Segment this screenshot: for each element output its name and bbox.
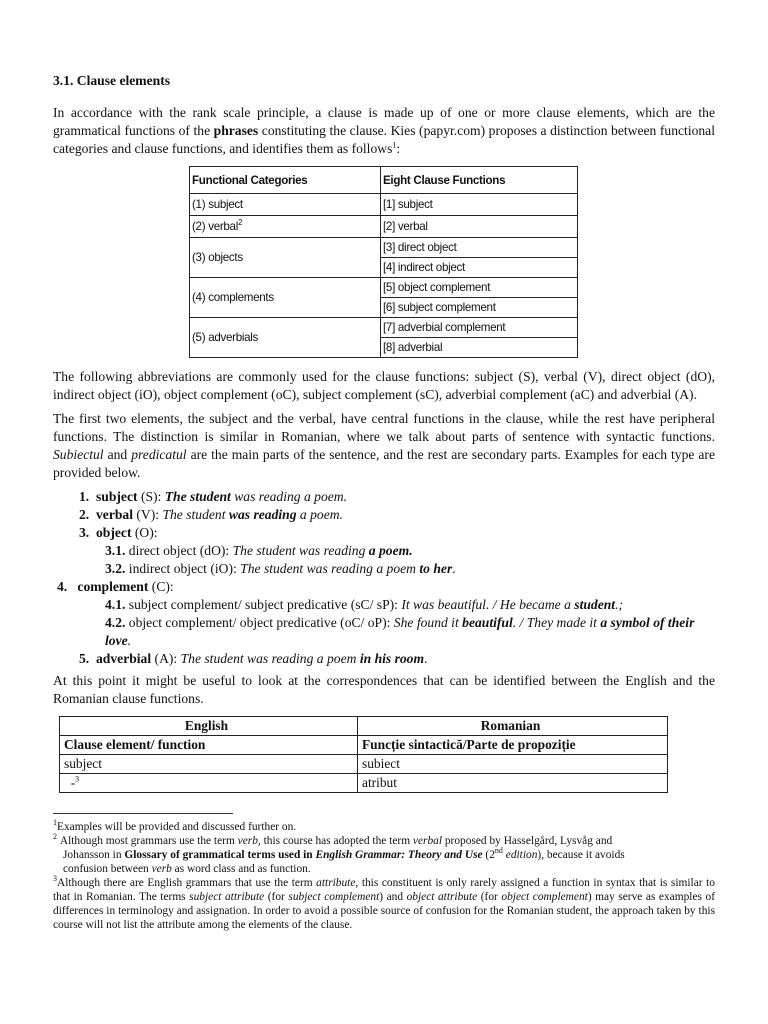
list-item: 3.1. direct object (dO): The student was reading a poem. [105, 543, 413, 558]
table-header-cell: Eight Clause Functions [381, 167, 578, 194]
table-cell: Clause element/ function [60, 736, 358, 755]
intro-paragraph: In accordance with the rank scale principle, a clause is made up of one or more clause elements, which are the grammatical functions of the phrases constituting the clause. Kies (papyr.com) proposes a distinction between functional categories and clause functions, and identifies them as follows$^1$: [53, 105, 715, 156]
table-row [190, 278, 578, 298]
table-cell: [5] object complement [381, 278, 578, 298]
table-cell: -$^3$ [60, 774, 358, 793]
table-cell: Funcție sintactică/Parte de propoziție [358, 736, 668, 755]
table-row [190, 216, 578, 238]
table-cell: atribut [358, 774, 668, 793]
table-cell: (1) subject [190, 194, 381, 216]
table-row [60, 736, 668, 755]
table-cell: (4) complements [190, 278, 381, 318]
table-cell: (5) adverbials [190, 318, 381, 358]
footnote-1: $^1$Examples will be provided and discussed further on. [53, 818, 297, 833]
section-heading: 3.1. Clause elements [53, 73, 171, 88]
list-item: 3.2. indirect object (iO): The student was reading a poem to her. [105, 561, 456, 576]
table-cell: subiect [358, 755, 668, 774]
central-functions-paragraph: The first two elements, the subject and the verbal, have central functions in the clause, while the rest have peripheral functions. The distinction is similar in Romanian, where we talk about parts of sentence with syntactic functions. Subiectul and predicatul are the main parts of the sentence, and the rest are secondary parts. Examples for each type are provided below. [53, 411, 715, 480]
footnotes [53, 820, 715, 932]
footnote-2-cont: Johansson in Glossary of grammatical terms used in English Grammar: Theory and Use (2nd edition), because it avoids [63, 846, 625, 861]
footnote-divider [53, 813, 233, 814]
table-header-row [60, 717, 668, 736]
table-header-cell: English [60, 717, 358, 736]
clause-functions-table [189, 166, 578, 358]
correspondences-paragraph: At this point it might be useful to look at the correspondences that can be identified between the English and the Romanian clause functions. [53, 673, 715, 706]
table-row [190, 318, 578, 338]
table-cell: [7] adverbial complement [381, 318, 578, 338]
abbreviations-paragraph: The following abbreviations are commonly used for the clause functions: subject (S), verbal (V), direct object (dO), indirect object (iO), object complement (oC), subject complement (sC), adverbial complement (aC) and adverbial (A). [53, 369, 715, 402]
document-page [53, 72, 715, 932]
examples-list [53, 488, 715, 668]
table-row [60, 774, 668, 793]
list-item: 5. adverbial (A): The student was reading a poem in his room. [79, 651, 428, 666]
table-row [60, 755, 668, 774]
table-header-cell: Romanian [358, 717, 668, 736]
table-cell: [6] subject complement [381, 298, 578, 318]
table-header-row [190, 167, 578, 194]
footnote-2-cont: confusion between verb as word class and as function. [63, 863, 311, 875]
table-header-cell: Functional Categories [190, 167, 381, 194]
list-item: 1. subject (S): The student was reading a poem. [79, 489, 347, 504]
list-item: 2. verbal (V): The student was reading a poem. [79, 507, 343, 522]
list-item: 4. complement (C): [57, 579, 174, 594]
correspondence-table [59, 716, 668, 793]
table-cell: [1] subject [381, 194, 578, 216]
footnote-2: $^2$ Although most grammars use the term verb, this course has adopted the term verbal proposed by Hasselgård, Lysvåg and [53, 832, 613, 847]
table-cell: subject [60, 755, 358, 774]
list-item: 3. object (O): [79, 525, 158, 540]
list-item: 4.2. object complement/ object predicative (oC/ oP): She found it beautiful. / They made it a symbol of their love. [105, 615, 695, 648]
table-cell: [2] verbal [381, 216, 578, 238]
table-cell: (3) objects [190, 238, 381, 278]
table-cell: [3] direct object [381, 238, 578, 258]
list-item: 4.1. subject complement/ subject predicative (sC/ sP): It was beautiful. / He became a student.; [105, 597, 624, 612]
table-cell: [4] indirect object [381, 258, 578, 278]
table-row [190, 238, 578, 258]
footnote-3: $^3$Although there are English grammars that use the term attribute, this constituent is only rarely assigned a function in syntax that is similar to that in Romanian. The terms subject attribute (for subject complement) and object attribute (for object complement) may serve as examples of differences in terminology and assignation. In order to avoid a possible source of confusion for the Romanian student, the approach taken by this course will not list the attribute among the elements of the clause. [53, 874, 715, 931]
table-row [190, 194, 578, 216]
table-cell: (2) verbal$^2$ [190, 216, 381, 238]
table-cell: [8] adverbial [381, 338, 578, 358]
